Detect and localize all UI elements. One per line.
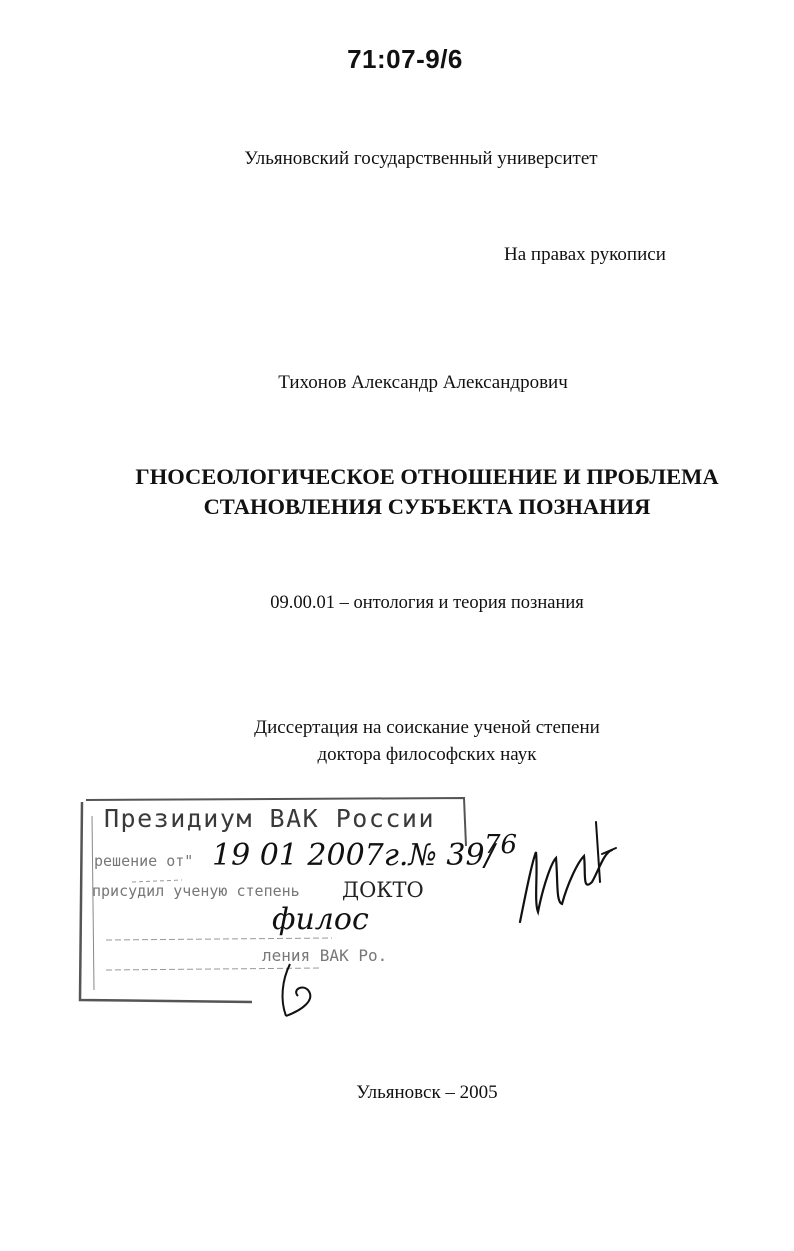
stamp-degree-value: ДОКТО — [342, 878, 424, 902]
title-line-2: СТАНОВЛЕНИЯ СУБЪЕКТА ПОЗНАНИЯ — [203, 494, 651, 519]
dissertation-title — [0, 462, 794, 522]
stamp-decision-line: решение от" — [94, 852, 194, 870]
shelf-code: 71:07-9/6 — [347, 44, 463, 74]
signature-icon — [512, 812, 622, 932]
vak-stamp — [72, 790, 518, 1008]
degree-line-1: Диссертация на соискание ученой степени — [254, 717, 600, 738]
handwritten-protocol-number: 76 — [484, 830, 518, 860]
degree-line-2: доктора философских наук — [317, 744, 537, 765]
author-name: Тихонов Александр Александрович — [278, 372, 568, 393]
stamp-degree-line: присудил ученую степень — [92, 882, 300, 900]
degree-statement — [0, 714, 794, 768]
manuscript-rights: На правах рукописи — [504, 244, 666, 265]
handwritten-date: 19 01 2007г.№ 39/ — [212, 838, 495, 873]
title-line-1: ГНОСЕОЛОГИЧЕСКОЕ ОТНОШЕНИЕ И ПРОБЛЕМА — [135, 464, 719, 489]
specialty-code: 09.00.01 – онтология и теория познания — [270, 593, 584, 613]
handwritten-scribble — [272, 960, 332, 1020]
handwritten-field: филос — [272, 902, 369, 937]
stamp-header: Президиум ВАК России — [104, 804, 436, 833]
university-name: Ульяновский государственный университет — [244, 148, 598, 169]
city-year: Ульяновск – 2005 — [356, 1082, 498, 1103]
stamp-footer-line: ления ВАК Ро. — [262, 946, 388, 965]
